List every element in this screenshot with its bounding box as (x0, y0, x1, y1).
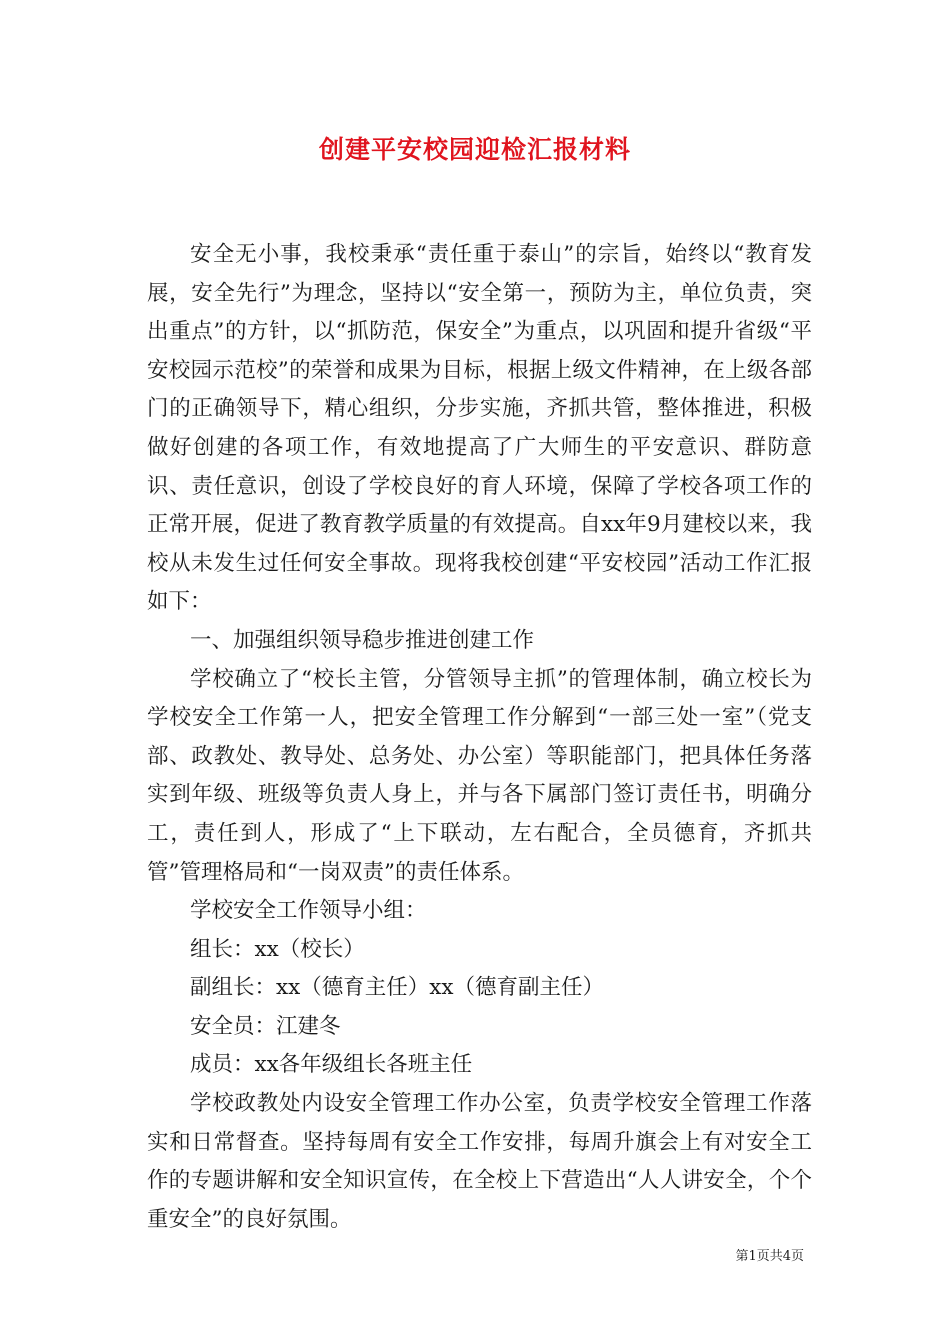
group-deputy: 副组长：xx（德育主任）xx（德育副主任） (190, 975, 605, 1001)
paragraph-office: 学校政教处内设安全管理工作办公室，负责学校安全管理工作落实和日常督查。坚持每周有安全工作安排，每周升旗会上有对安全工作的专题讲解和安全知识宣传，在全校上下营造出“人人讲安全，个个重安全”的良好氛围。 (147, 1091, 812, 1232)
page-number: 第1页共4页 (735, 1249, 804, 1264)
group-members: 成员：xx各年级组长各班主任 (190, 1052, 473, 1078)
paragraph-management: 学校确立了“校长主管，分管领导主抓”的管理体制，确立校长为学校安全工作第一人，把安全管理工作分解到“一部三处一室”（党支部、政教处、教导处、总务处、办公室）等职能部门，把具体任务落实到年级、班级等负责人身上，并与各下属部门签订责任书，明确分工，责任到人，形成了“上下联动，左右配合，全员德育，齐抓共管”管理格局和“一岗双责”的责任体系。 (147, 666, 812, 885)
document-title: 创建平安校园迎检汇报材料 (318, 135, 631, 164)
section-heading: 一、加强组织领导稳步推进创建工作 (190, 627, 535, 653)
group-title: 学校安全工作领导小组： (190, 898, 427, 924)
group-safety-officer: 安全员：江建冬 (190, 1013, 341, 1039)
group-leader: 组长：xx（校长） (190, 936, 365, 962)
document-body (147, 236, 812, 1239)
paragraph-intro: 安全无小事，我校秉承“责任重于泰山”的宗旨，始终以“教育发展，安全先行”为理念，坚持以“安全第一，预防为主，单位负责，突出重点”的方针，以“抓防范，保安全”为重点，以巩固和提升省级“平安校园示范校”的荣誉和成果为目标，根据上级文件精神，在上级各部门的正确领导下，精心组织，分步实施，齐抓共管，整体推进，积极做好创建的各项工作，有效地提高了广大师生的平安意识、群防意识、责任意识，创设了学校良好的育人环境，保障了学校各项工作的正常开展，促进了教育教学质量的有效提高。自xx年9月建校以来，我校从未发生过任何安全事故。现将我校创建“平安校园”活动工作汇报如下： (147, 242, 812, 615)
